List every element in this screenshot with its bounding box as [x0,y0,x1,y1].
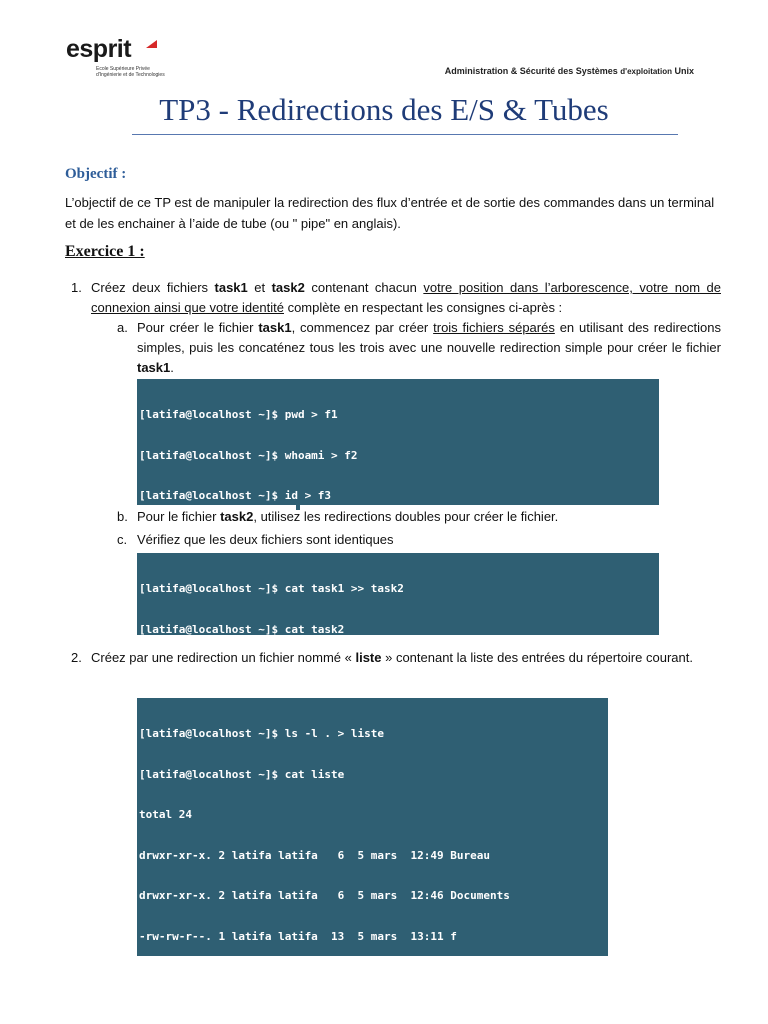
subitem-text: . [170,360,174,375]
subitem-bold: task1 [137,360,171,375]
subitem-bold: task1 [258,320,292,335]
terminal-line: [latifa@localhost ~]$ whoami > f2 [139,448,358,462]
terminal-line: drwxr-xr-x. 2 latifa latifa 6 5 mars 12:49 Bureau [139,848,490,862]
objectif-text: L’objectif de ce TP est de manipuler la redirection des flux d’entrée et de sortie des commandes dans un terminal et de les enchainer à l’aide de tube (ou " pipe" en anglais). [65,195,715,231]
logo-accent-icon [146,40,157,48]
logo-subtitle-line2: d'Ingénierie et de Technologies [96,72,165,78]
terminal-line: drwxr-xr-x. 2 latifa latifa 6 5 mars 12:46 Documents [139,889,510,902]
terminal-line: [latifa@localhost ~]$ cat task1 >> task2 [139,582,404,595]
page-title: TP3 - Redirections des E/S & Tubes [159,92,609,127]
title-divider [132,134,678,135]
logo-subtitle-line1: Ecole Supérieure Privée [96,66,150,72]
item-bold: liste [355,650,382,665]
subitem-text: Pour le fichier [137,509,221,524]
exercice-subitem-c [117,530,721,550]
exercice-item-2 [71,648,721,668]
item-text: contenant chacun [304,280,424,295]
esprit-logo [66,36,176,80]
item-text: Créez par une redirection un fichier nommé « [91,650,356,665]
subitem-letter: b. [117,509,128,524]
terminal-line: [latifa@localhost ~]$ cat liste [139,767,345,781]
course-name-part2: d'exploitation [620,67,672,76]
subitem-text: , commencez par créer [291,320,434,335]
item-bold: task2 [271,280,305,295]
terminal-line: [latifa@localhost ~]$ ls -l . > liste [139,727,385,740]
subitem-text: Vérifiez que les deux fichiers sont identiques [137,532,394,547]
terminal-line: total 24 [139,808,192,821]
item-text: complète en respectant les consignes ci-après : [283,300,563,315]
exercice-subitem-b [117,507,721,527]
terminal-line: [latifa@localhost ~]$ pwd > f1 [139,408,338,421]
item-bold: task1 [214,280,248,295]
subitem-bold: task2 [220,509,254,524]
subitem-letter: a. [117,320,128,335]
subitem-text: en utilisant des redirections simples, puis les concaténez tous les trois avec une nouvelle redirection simple pour créer le fichier [137,320,721,355]
terminal-line: -rw-rw-r--. 1 latifa latifa 13 5 mars 13:11 f [139,929,457,943]
item-text: Créez deux fichiers [91,280,215,295]
item-text: et [247,280,272,295]
course-name [445,66,694,76]
terminal-screenshot-3 [137,698,608,956]
terminal-screenshot-2 [137,553,659,635]
item-underlined: votre position dans l’arborescence, votre nom de connexion ainsi que votre identité [91,280,721,315]
subitem-text: Pour créer le fichier [137,320,259,335]
objectif-heading: Objectif : [65,166,127,182]
exercice-heading: Exercice 1 : [65,243,145,260]
terminal-line: [latifa@localhost ~]$ cat task2 [139,622,345,635]
item-number: 1. [71,280,82,295]
subitem-letter: c. [117,532,128,547]
terminal-screenshot-1 [137,379,659,505]
item-number: 2. [71,650,82,665]
exercice-subitem-a [117,318,721,378]
course-name-part3: Unix [674,66,694,76]
logo-wordmark: esprit [66,35,132,63]
subitem-underlined: trois fichiers séparés [433,320,555,335]
item-text: » contenant la liste des entrées du répertoire courant. [381,650,693,665]
subitem-text: , utilisez les redirections doubles pour créer le fichier. [253,509,559,524]
course-name-part1: Administration & Sécurité des Systèmes [444,66,618,76]
logo-subtitle [96,66,186,78]
exercice-item-1 [71,278,721,318]
terminal-line: [latifa@localhost ~]$ id > f3 [139,489,332,502]
